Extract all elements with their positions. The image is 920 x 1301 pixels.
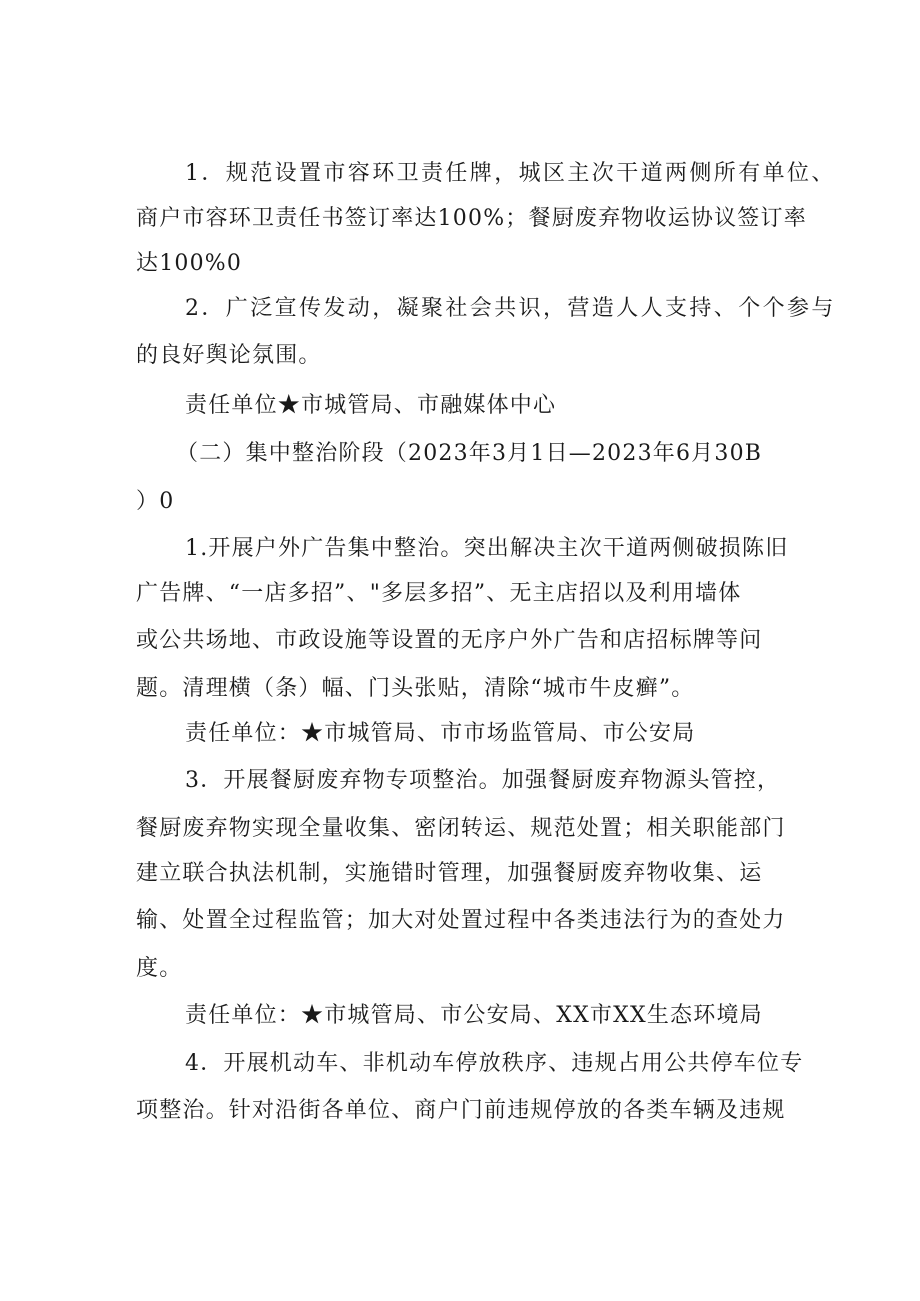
- text-line-21: 项整治。针对沿街各单位、商户门前违规停放的各类车辆及违规: [136, 1098, 786, 1123]
- text-line-1: 1．规范设置市容环卫责任牌，城区主次干道两侧所有单位、: [185, 161, 836, 186]
- text-line-3: 达100%0: [136, 251, 243, 276]
- responsibility-line-3: 责任单位：★市城管局、市公安局、XX市XX生态环境局: [185, 1003, 763, 1028]
- text-line-5: 的良好舆论氛围。: [136, 343, 322, 368]
- responsibility-line-1: 责任单位★市城管局、市融媒体中心: [185, 393, 557, 418]
- text-line-16: 建立联合执法机制，实施错时管理，加强餐厨废弃物收集、运: [136, 861, 763, 886]
- text-line-9: 1.开展户外广告集中整治。突出解决主次干道两侧破损陈旧: [185, 536, 789, 561]
- text-line-12: 题。清理横（条）幅、门头张贴，清除“城市牛皮癣”。: [136, 676, 695, 701]
- text-line-10: 广告牌、“一店多招”、"多层多招”、无主店招以及利用墙体: [136, 581, 742, 606]
- text-line-2: 商户市容环卫责任书签订率达100%；餐厨废弃物收运协议签订率: [136, 206, 807, 231]
- section-heading-2: （二）集中整治阶段（2023年3月1日—2023年6月30B: [176, 441, 763, 466]
- text-line-14: 3．开展餐厨废弃物专项整治。加强餐厨废弃物源头管控，: [185, 768, 781, 793]
- text-line-20: 4．开展机动车、非机动车停放秩序、违规占用公共停车位专: [185, 1051, 804, 1076]
- text-line-17: 输、处置全过程监管；加大对处置过程中各类违法行为的查处力: [136, 908, 786, 933]
- section-heading-2-cont: ）0: [136, 489, 175, 514]
- text-line-18: 度。: [136, 956, 183, 981]
- text-line-11: 或公共场地、市政设施等设置的无序户外广告和店招标牌等问: [136, 628, 763, 653]
- responsibility-line-2: 责任单位：★市城管局、市市场监管局、市公安局: [185, 721, 696, 746]
- text-line-15: 餐厨废弃物实现全量收集、密闭转运、规范处置；相关职能部门: [136, 816, 786, 841]
- text-line-4: 2．广泛宣传发动，凝聚社会共识，营造人人支持、个个参与: [185, 296, 836, 321]
